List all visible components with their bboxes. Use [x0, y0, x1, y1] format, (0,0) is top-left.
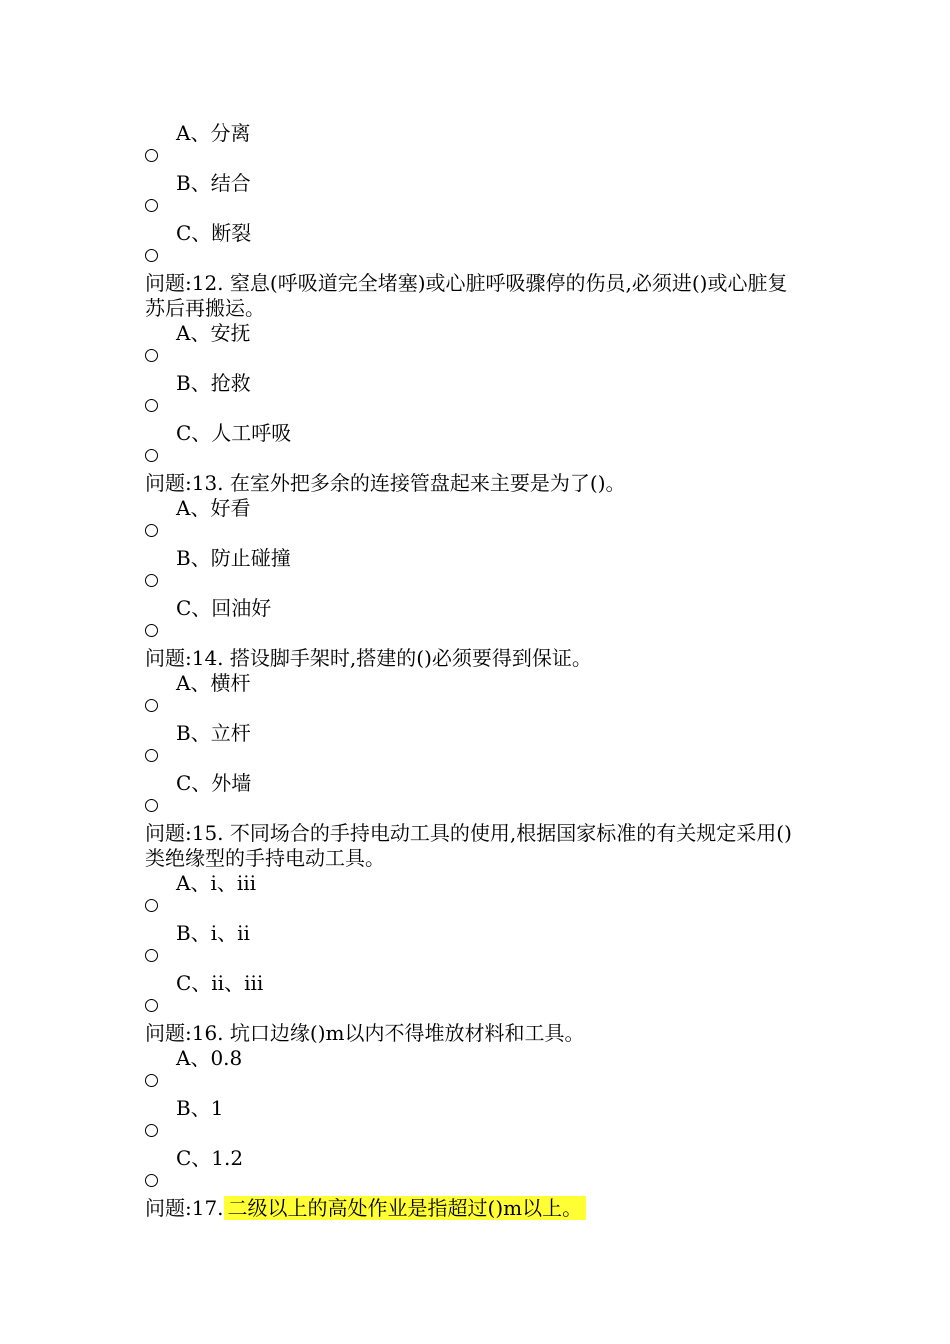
option-c	[145, 771, 805, 821]
radio-button[interactable]	[145, 1124, 158, 1137]
question-number: 问题:17.	[145, 1196, 224, 1220]
question-text	[145, 1196, 805, 1221]
radio-button[interactable]	[145, 799, 158, 812]
option-label: A、横杆	[176, 671, 251, 695]
option-label: B、结合	[176, 171, 251, 195]
option-c	[145, 1146, 805, 1196]
question-number: 问题:12.	[145, 271, 230, 295]
question-12	[145, 271, 805, 471]
option-label: C、ⅱ、ⅲ	[176, 971, 264, 995]
question-14	[145, 646, 805, 821]
radio-button[interactable]	[145, 1074, 158, 1087]
option-label: A、ⅰ、ⅲ	[176, 871, 257, 895]
question-body: 坑口边缘()m以内不得堆放材料和工具。	[229, 1021, 585, 1045]
radio-button[interactable]	[145, 349, 158, 362]
option-label: C、回油好	[176, 596, 272, 620]
question-body: 搭设脚手架时,搭建的()必须要得到保证。	[229, 646, 592, 670]
option-label: C、人工呼吸	[176, 421, 292, 445]
option-b	[145, 1096, 805, 1146]
radio-button[interactable]	[145, 524, 158, 537]
radio-button[interactable]	[145, 399, 158, 412]
option-label: B、ⅰ、ⅱ	[176, 921, 250, 945]
radio-button[interactable]	[145, 999, 158, 1012]
radio-button[interactable]	[145, 699, 158, 712]
option-b	[145, 546, 805, 596]
radio-button[interactable]	[145, 449, 158, 462]
option-label: A、分离	[176, 121, 251, 145]
question-body: 不同场合的手持电动工具的使用,根据国家标准的有关规定采用()类绝缘型的手持电动工具。	[145, 821, 792, 870]
question-17	[145, 1196, 805, 1221]
option-label: B、抢救	[176, 371, 251, 395]
question-16	[145, 1021, 805, 1196]
option-label: C、外墙	[176, 771, 252, 795]
option-label: B、防止碰撞	[176, 546, 291, 570]
option-a	[145, 121, 805, 171]
question-body: 窒息(呼吸道完全堵塞)或心脏呼吸骤停的伤员,必须进()或心脏复苏后再搬运。	[145, 271, 788, 320]
question-number: 问题:13.	[145, 471, 230, 495]
radio-button[interactable]	[145, 899, 158, 912]
option-label: A、好看	[176, 496, 251, 520]
question-text	[145, 646, 805, 671]
option-b	[145, 171, 805, 221]
question-15	[145, 821, 805, 1021]
option-c	[145, 596, 805, 646]
option-label: B、1	[176, 1096, 224, 1120]
option-label: B、立杆	[176, 721, 251, 745]
option-b	[145, 921, 805, 971]
radio-button[interactable]	[145, 749, 158, 762]
highlighted-question-body: 二级以上的高处作业是指超过()m以上。	[224, 1196, 587, 1220]
option-a	[145, 1046, 805, 1096]
question-13	[145, 471, 805, 646]
radio-button[interactable]	[145, 249, 158, 262]
question-number: 问题:15.	[145, 821, 230, 845]
option-a	[145, 671, 805, 721]
option-a	[145, 871, 805, 921]
option-label: C、断裂	[176, 221, 252, 245]
quiz-content	[145, 121, 805, 1221]
lead-options	[145, 121, 805, 271]
radio-button[interactable]	[145, 574, 158, 587]
question-text	[145, 1021, 805, 1046]
radio-button[interactable]	[145, 199, 158, 212]
option-a	[145, 496, 805, 546]
option-label: A、0.8	[176, 1046, 243, 1070]
option-c	[145, 421, 805, 471]
option-label: A、安抚	[176, 321, 251, 345]
option-c	[145, 221, 805, 271]
radio-button[interactable]	[145, 949, 158, 962]
question-number: 问题:16.	[145, 1021, 230, 1045]
option-b	[145, 721, 805, 771]
option-c	[145, 971, 805, 1021]
question-text	[145, 271, 805, 321]
radio-button[interactable]	[145, 1174, 158, 1187]
option-a	[145, 321, 805, 371]
question-number: 问题:14.	[145, 646, 230, 670]
question-text	[145, 471, 805, 496]
radio-button[interactable]	[145, 624, 158, 637]
question-text	[145, 821, 805, 871]
radio-button[interactable]	[145, 149, 158, 162]
option-label: C、1.2	[176, 1146, 244, 1170]
question-body: 在室外把多余的连接管盘起来主要是为了()。	[229, 471, 626, 495]
option-b	[145, 371, 805, 421]
